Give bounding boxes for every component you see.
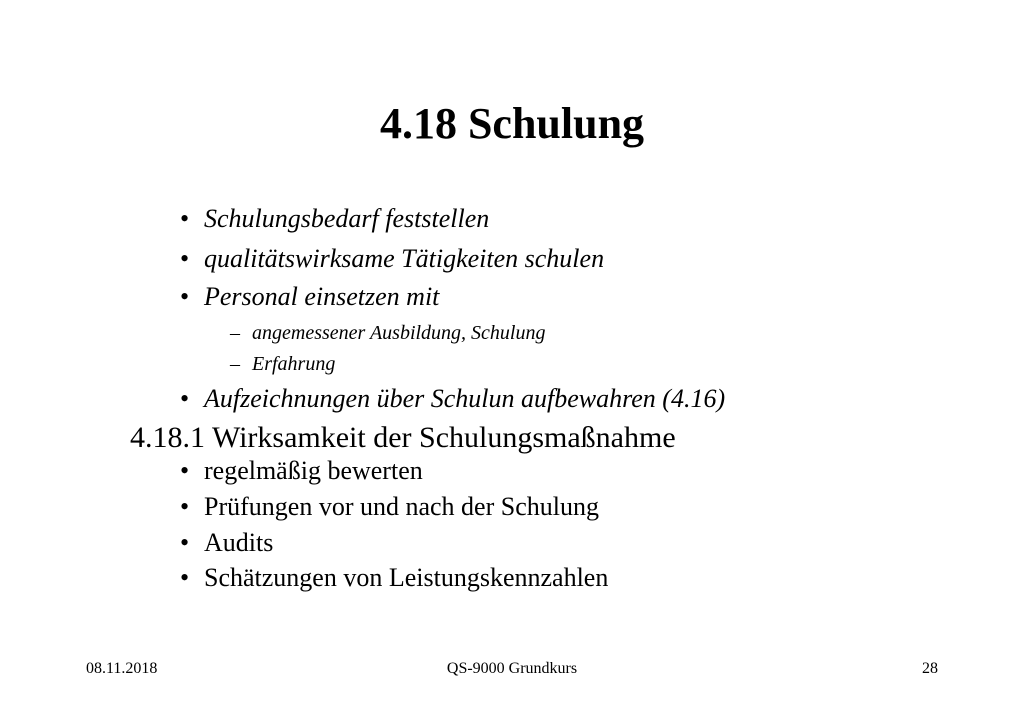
section-subheading: 4.18.1 Wirksamkeit der Schulungsmaßnahme <box>130 421 676 454</box>
bullet-marker: • <box>180 282 190 311</box>
bullet-taetigkeiten-schulen: qualitätswirksame Tätigkeiten schulen <box>204 244 605 273</box>
dash-marker: – <box>230 322 240 344</box>
bullet-marker: • <box>180 204 190 233</box>
bullet-personal-einsetzen: Personal einsetzen mit <box>204 282 440 311</box>
dash-marker: – <box>230 353 240 375</box>
bullet-aufzeichnungen: Aufzeichnungen über Schulun aufbewahren (4.16) <box>204 384 726 413</box>
bullet-schulungsbedarf: Schulungsbedarf feststellen <box>204 204 490 233</box>
subbullet-erfahrung: Erfahrung <box>252 353 336 375</box>
bullet-marker: • <box>180 563 190 592</box>
subbullet-ausbildung: angemessener Ausbildung, Schulung <box>252 322 546 344</box>
bullet-bewerten: regelmäßig bewerten <box>204 456 423 485</box>
footer-date: 08.11.2018 <box>86 660 158 677</box>
bullet-leistungskennzahlen: Schätzungen von Leistungskennzahlen <box>204 563 609 592</box>
bullet-pruefungen: Prüfungen vor und nach der Schulung <box>204 492 599 521</box>
bullet-marker: • <box>180 492 190 521</box>
bullet-marker: • <box>180 528 190 557</box>
bullet-marker: • <box>180 384 190 413</box>
footer-course-title: QS-9000 Grundkurs <box>446 660 578 677</box>
slide-title: 4.18 Schulung <box>379 99 645 148</box>
footer-page-number: 28 <box>922 660 938 677</box>
bullet-marker: • <box>180 456 190 485</box>
bullet-marker: • <box>180 244 190 273</box>
bullet-audits: Audits <box>204 528 274 557</box>
